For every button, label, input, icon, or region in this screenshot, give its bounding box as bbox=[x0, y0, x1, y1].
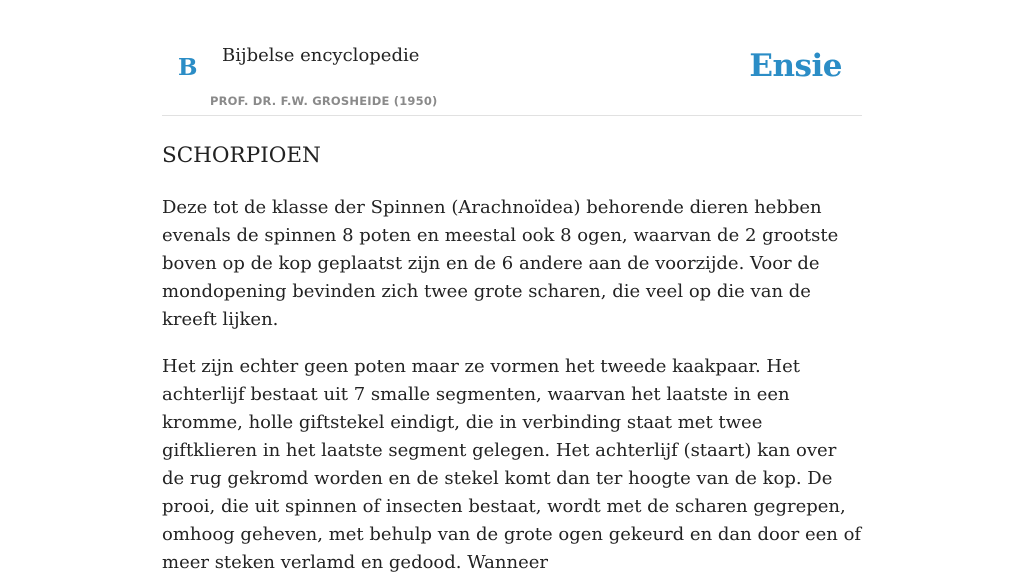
entry-title: SCHORPIOEN bbox=[162, 143, 321, 168]
source-header bbox=[162, 0, 862, 116]
source-author: PROF. DR. F.W. GROSHEIDE (1950) bbox=[210, 94, 438, 108]
entry-paragraph-2: Het zijn echter geen poten maar ze vormen het tweede kaakpaar. Het achterlijf bestaat uit 7 smalle segmenten, waarvan het laatste in een kromme, holle giftstekel eindigt, die in verbinding staat met twee giftklieren in het laatste segment gelegen. Het achterlijf (staart) kan over de rug gekromd worden en de stekel komt dan ter hoogte van de kop. De prooi, die uit spinnen of insecten bestaat, wordt met de scharen gegrepen, omhoog geheven, met behulp van de grote ogen gekeurd en dan door een of meer steken verlamd en gedood. Wanneer bbox=[162, 356, 862, 573]
entry-paragraph-1: Deze tot de klasse der Spinnen (Arachnoïdea) behorende dieren hebben evenals de spinnen 8 poten en meestal ook 8 ogen, waarvan de 2 grootste boven op de kop geplaatst zijn en de 6 andere aan de voorzijde. Voor de mondopening bevinden zich twee grote scharen, die veel op die van de kreeft lijken. bbox=[162, 197, 839, 330]
article bbox=[162, 0, 862, 577]
source-letter-badge[interactable]: B bbox=[178, 54, 198, 81]
source-title-link[interactable]: Bijbelse encyclopedie bbox=[222, 45, 420, 66]
ensie-logo-link[interactable]: Ensie bbox=[749, 48, 842, 84]
